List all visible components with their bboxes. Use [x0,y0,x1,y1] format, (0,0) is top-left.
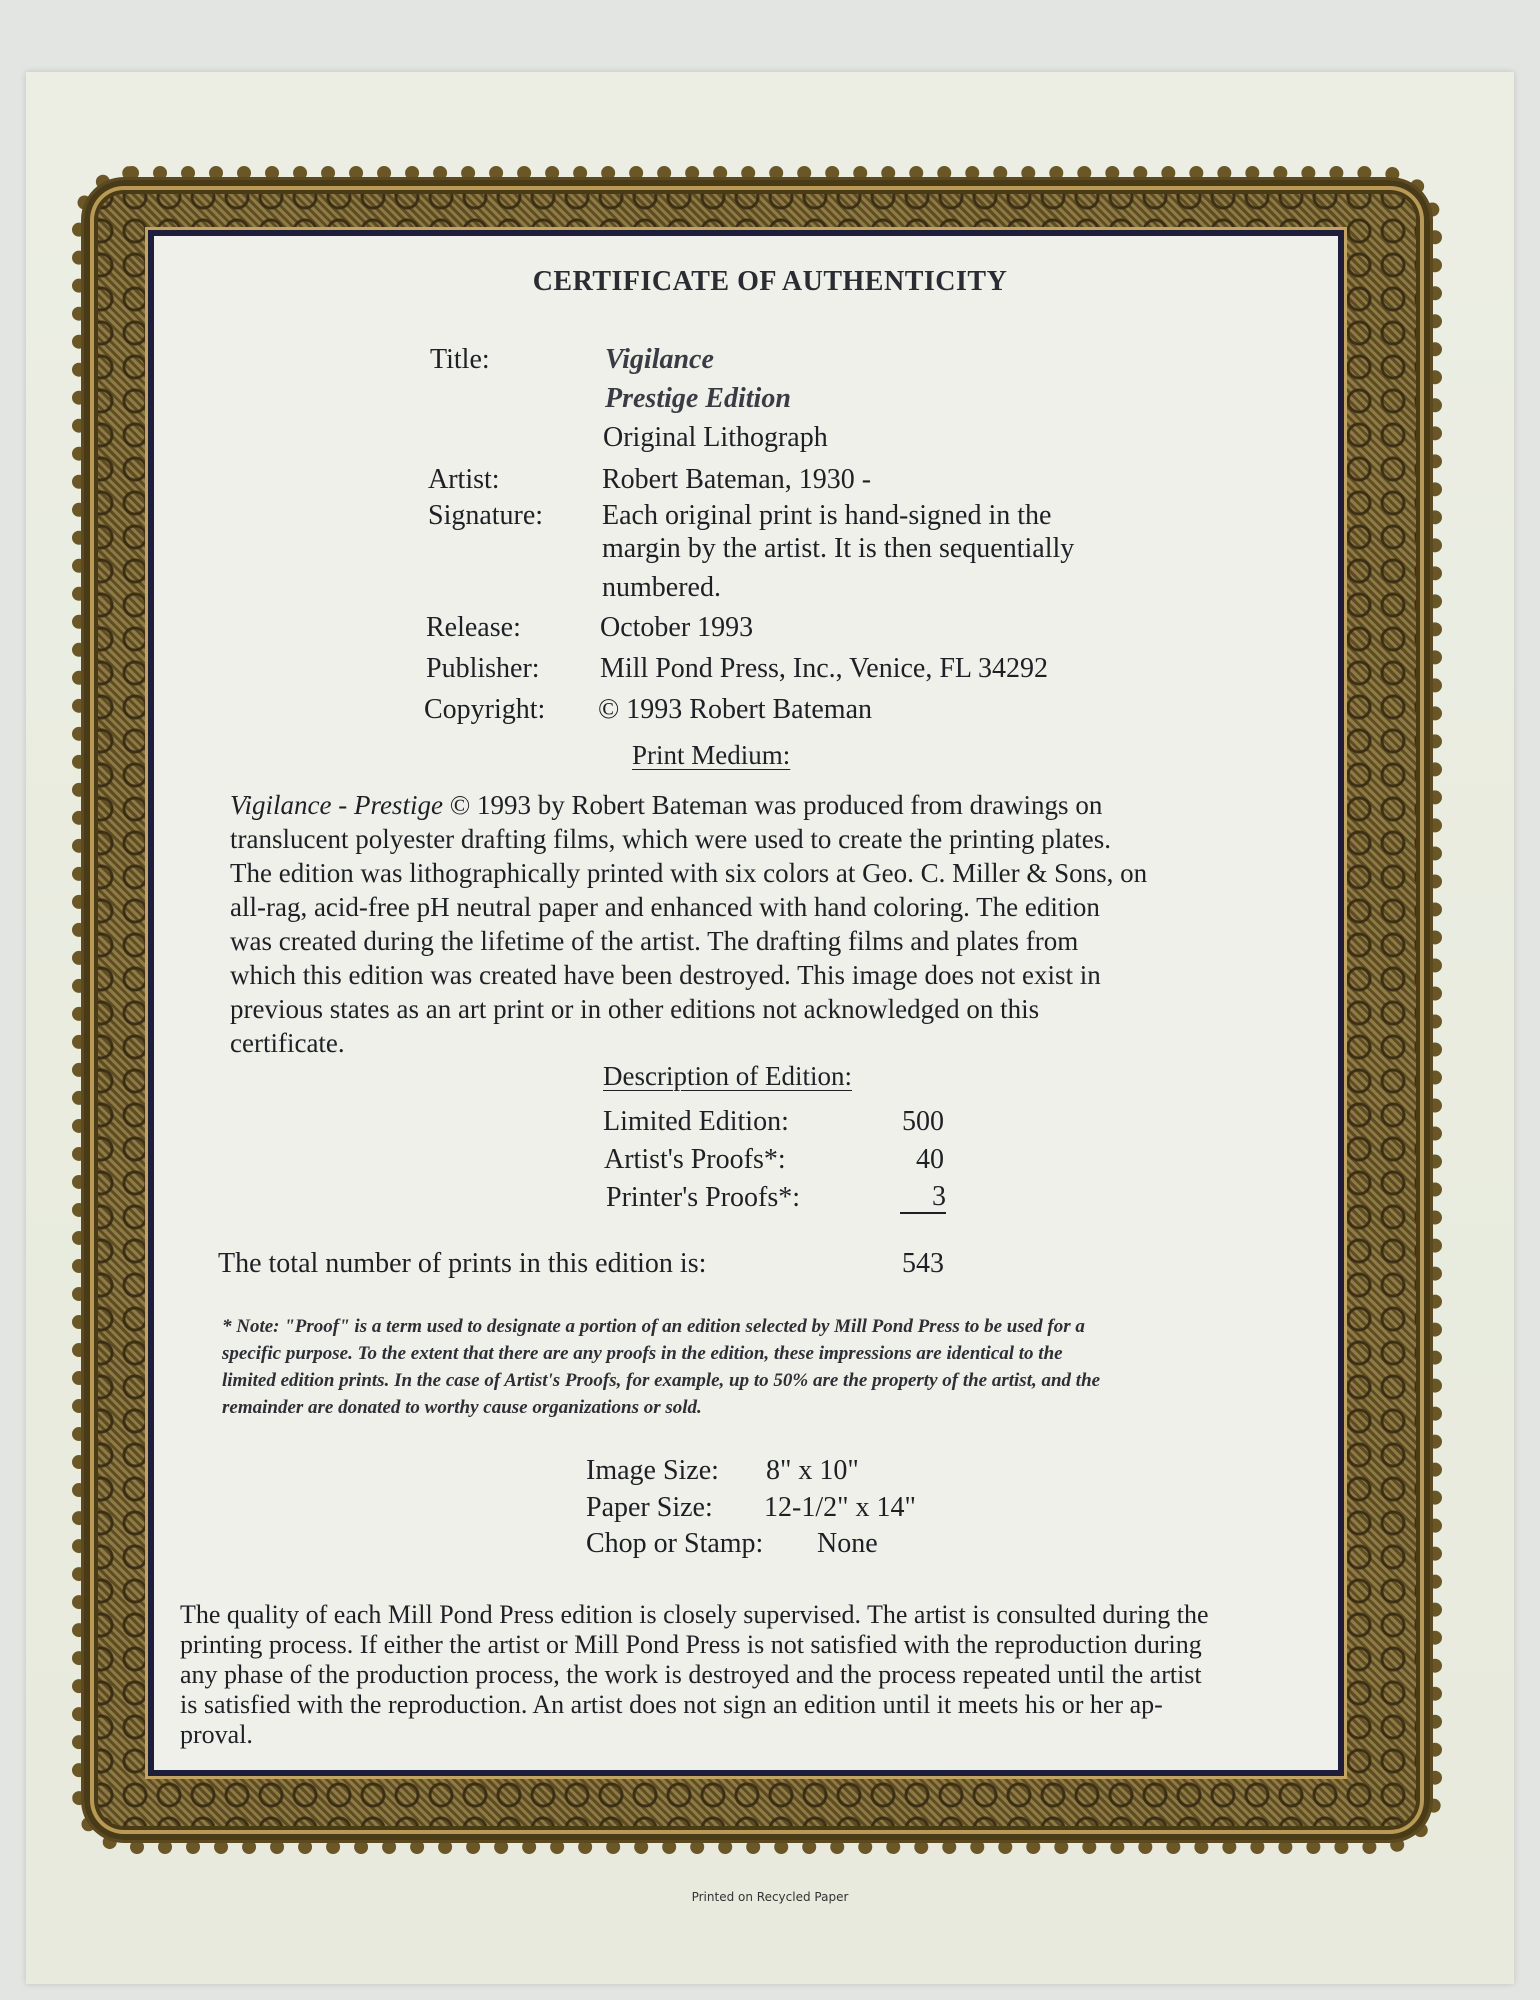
signature-label: Signature: [428,500,544,531]
paper-size-label: Paper Size: [586,1492,713,1523]
printers-proofs-value: 3 [900,1182,946,1214]
edition-heading: Description of Edition: [603,1061,852,1091]
signature-line-1: Each original print is hand-signed in the [602,500,1052,531]
paragraph-line: printing process. If either the artist or Mill Pond Press is not satisfied with the reproduction during [180,1630,1202,1659]
note-line: limited edition prints. In the case of Artist's Proofs, for example, up to 50% are the property of the artist, and the [222,1370,1101,1391]
artwork-edition-name: Prestige Edition [605,383,791,414]
note-line: remainder are donated to worthy cause organizations or sold. [222,1397,702,1418]
paragraph-line: certificate. [230,1028,345,1058]
image-size-label: Image Size: [586,1455,719,1486]
paragraph-line: is satisfied with the reproduction. An artist does not sign an edition until it meets his or her ap- [180,1690,1163,1719]
chop-stamp-value: None [817,1528,878,1559]
paragraph-line: any phase of the production process, the work is destroyed and the process repeated until the artist [180,1660,1202,1689]
artists-proofs-value: 40 [916,1144,944,1175]
artwork-medium: Original Lithograph [603,422,828,453]
paragraph-line: The quality of each Mill Pond Press edition is closely supervised. The artist is consulted during the [180,1600,1209,1629]
artist-label: Artist: [428,464,500,495]
artists-proofs-label: Artist's Proofs*: [604,1144,786,1175]
image-size-value: 8" x 10" [766,1455,859,1486]
proof-note [222,1313,1302,1421]
signature-line-3: numbered. [602,572,721,603]
total-prints-label: The total number of prints in this edition is: [218,1248,707,1279]
print-medium-lead: Vigilance - Prestige [230,790,443,820]
print-medium-heading: Print Medium: [632,740,791,770]
certificate-title: CERTIFICATE OF AUTHENTICITY [532,266,1008,297]
artwork-title: Vigilance [605,344,714,375]
artist-value: Robert Bateman, 1930 - [602,464,872,495]
paragraph-line: translucent polyester drafting films, which were used to create the printing plates. [230,824,1111,854]
release-value: October 1993 [600,612,754,643]
title-label: Title: [430,344,490,375]
paragraph-line-text: © 1993 by Robert Bateman was produced from drawings on [442,790,1103,820]
paragraph-line [230,788,1330,822]
paragraph-line: all-rag, acid-free pH neutral paper and enhanced with hand coloring. The edition [230,892,1100,922]
paragraph-line: which this edition was created have been destroyed. This image does not exist in [230,960,1101,990]
limited-edition-label: Limited Edition: [603,1106,789,1137]
limited-edition-value: 500 [902,1106,944,1137]
printers-proofs-label: Printer's Proofs*: [606,1182,801,1213]
copyright-value: © 1993 Robert Bateman [598,694,872,725]
publisher-label: Publisher: [426,653,540,684]
paragraph-line: The edition was lithographically printed with six colors at Geo. C. Miller & Sons, on [230,858,1148,888]
recycled-paper-footer: Printed on Recycled Paper [691,1890,849,1904]
chop-stamp-label: Chop or Stamp: [586,1528,764,1559]
total-prints-value: 543 [902,1248,944,1279]
note-line: * Note: "Proof" is a term used to designate a portion of an edition selected by Mill Pond Press to be used for a [222,1316,1085,1337]
paragraph-line: previous states as an art print or in other editions not acknowledged on this [230,994,1040,1024]
note-line: specific purpose. To the extent that there are any proofs in the edition, these impressions are identical to the [222,1343,1063,1364]
quality-paragraph [180,1600,1320,1750]
publisher-value: Mill Pond Press, Inc., Venice, FL 34292 [600,653,1048,684]
release-label: Release: [426,612,521,643]
print-medium-paragraph [230,788,1330,1060]
paper-size-value: 12-1/2" x 14" [764,1492,916,1523]
paragraph-line: proval. [180,1720,253,1749]
signature-line-2: margin by the artist. It is then sequentially [602,533,1075,564]
paragraph-line: was created during the lifetime of the artist. The drafting films and plates from [230,926,1079,956]
copyright-label: Copyright: [424,694,546,725]
